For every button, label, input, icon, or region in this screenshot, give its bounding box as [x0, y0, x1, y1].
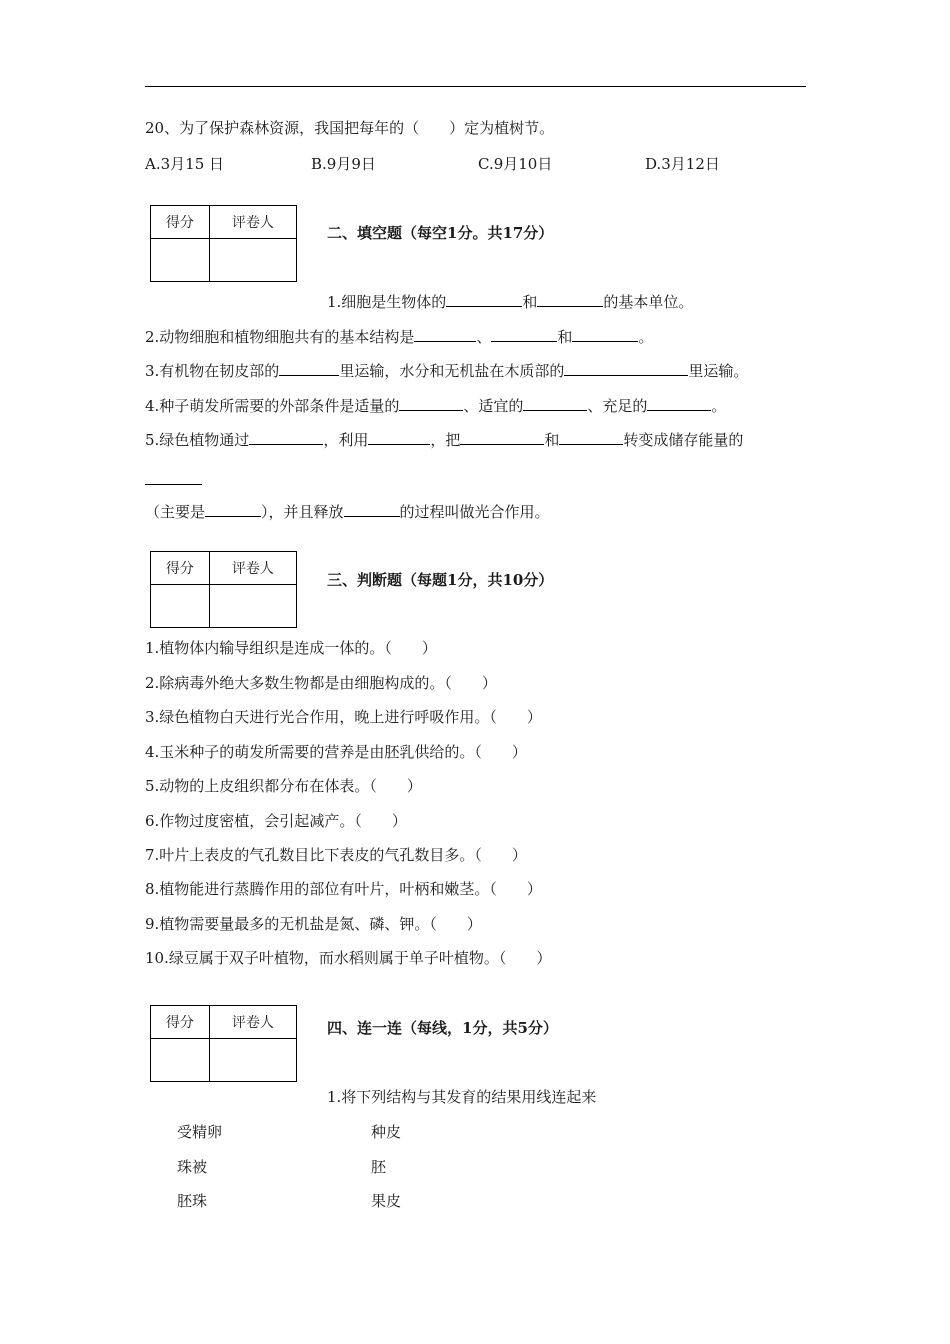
score-cell[interactable]: [151, 1039, 210, 1082]
score-label: 得分: [151, 552, 210, 585]
blank[interactable]: [559, 429, 623, 445]
header-rule: [145, 86, 806, 87]
blank[interactable]: [399, 395, 463, 411]
match-right-item[interactable]: 果皮: [371, 1192, 402, 1210]
score-cell[interactable]: [151, 239, 210, 282]
blank[interactable]: [368, 429, 430, 445]
judge-item: 2.除病毒外绝大多数生物都是由细胞构成的。（ ）: [145, 674, 497, 692]
match-left-item[interactable]: 受精卵: [177, 1123, 223, 1141]
blank[interactable]: [344, 501, 400, 517]
score-box-section2: [150, 205, 297, 282]
fill-q3: 3.有机物在韧皮部的 里运输，水分和无机盐在木质部的 里运输。: [145, 362, 749, 380]
grader-cell[interactable]: [209, 585, 296, 628]
judge-item: 3.绿色植物白天进行光合作用，晚上进行呼吸作用。（ ）: [145, 708, 542, 726]
judge-item: 4.玉米种子的萌发所需要的营养是由胚乳供给的。（ ）: [145, 743, 527, 761]
grader-cell[interactable]: [209, 1039, 296, 1082]
blank[interactable]: [572, 326, 638, 342]
blank[interactable]: [491, 326, 557, 342]
fill-q2: 2.动物细胞和植物细胞共有的基本结构是 、 和 。: [145, 328, 654, 346]
judge-item: 7.叶片上表皮的气孔数目比下表皮的气孔数目多。（ ）: [145, 846, 527, 864]
judge-item: 5.动物的上皮组织都分布在体表。（ ）: [145, 777, 422, 795]
blank[interactable]: [523, 395, 587, 411]
match-left-item[interactable]: 胚珠: [177, 1192, 208, 1210]
blank[interactable]: [460, 429, 544, 445]
blank[interactable]: [414, 326, 476, 342]
grader-label: 评卷人: [209, 1006, 296, 1039]
score-box-section4: [150, 1005, 297, 1082]
match-right-item[interactable]: 胚: [371, 1158, 387, 1176]
fill-q5-continued: （主要是 ），并且释放 的过程叫做光合作用。: [145, 503, 550, 521]
match-left-item[interactable]: 珠被: [177, 1158, 208, 1176]
stray-blank-line: [145, 484, 202, 485]
blank[interactable]: [446, 291, 522, 307]
q20-option-d: D.3月12日: [645, 155, 720, 173]
score-label: 得分: [151, 206, 210, 239]
judge-item: 6.作物过度密植，会引起减产。（ ）: [145, 812, 407, 830]
blank[interactable]: [249, 429, 323, 445]
blank[interactable]: [537, 291, 603, 307]
q20-option-c: C.9月10日: [478, 155, 553, 173]
blank[interactable]: [205, 501, 261, 517]
section4-title: 四、连一连（每线，1分，共5分）: [327, 1019, 558, 1037]
grader-cell[interactable]: [209, 239, 296, 282]
grader-label: 评卷人: [209, 552, 296, 585]
match-instruction: 1.将下列结构与其发育的结果用线连起来: [327, 1088, 597, 1106]
blank[interactable]: [647, 395, 711, 411]
grader-label: 评卷人: [209, 206, 296, 239]
fill-q5: 5.绿色植物通过 ，利用 ，把 和 转变成储存能量的: [145, 431, 744, 449]
judge-item: 10.绿豆属于双子叶植物，而水稻则属于单子叶植物。（ ）: [145, 949, 552, 967]
score-cell[interactable]: [151, 585, 210, 628]
score-label: 得分: [151, 1006, 210, 1039]
fill-q4: 4.种子萌发所需要的外部条件是适量的 、适宜的 、充足的 。: [145, 397, 727, 415]
fill-q1: 1.细胞是生物体的 和 的基本单位。: [327, 293, 694, 311]
judge-item: 8.植物能进行蒸腾作用的部位有叶片，叶柄和嫩茎。（ ）: [145, 880, 542, 898]
match-right-item[interactable]: 种皮: [371, 1123, 402, 1141]
q20-option-b: B.9月9日: [311, 155, 376, 173]
score-box-section3: [150, 551, 297, 628]
section3-title: 三、判断题（每题1分，共10分）: [327, 571, 554, 589]
q20-option-a: A.3月15 日: [145, 155, 224, 173]
blank[interactable]: [564, 360, 688, 376]
blank[interactable]: [279, 360, 339, 376]
judge-item: 1.植物体内输导组织是连成一体的。（ ）: [145, 639, 437, 657]
section2-title: 二、填空题（每空1分。共17分）: [327, 224, 554, 242]
judge-item: 9.植物需要量最多的无机盐是氮、磷、钾。（ ）: [145, 915, 482, 933]
q20-stem: 20、为了保护森林资源，我国把每年的（ ）定为植树节。: [145, 119, 555, 137]
